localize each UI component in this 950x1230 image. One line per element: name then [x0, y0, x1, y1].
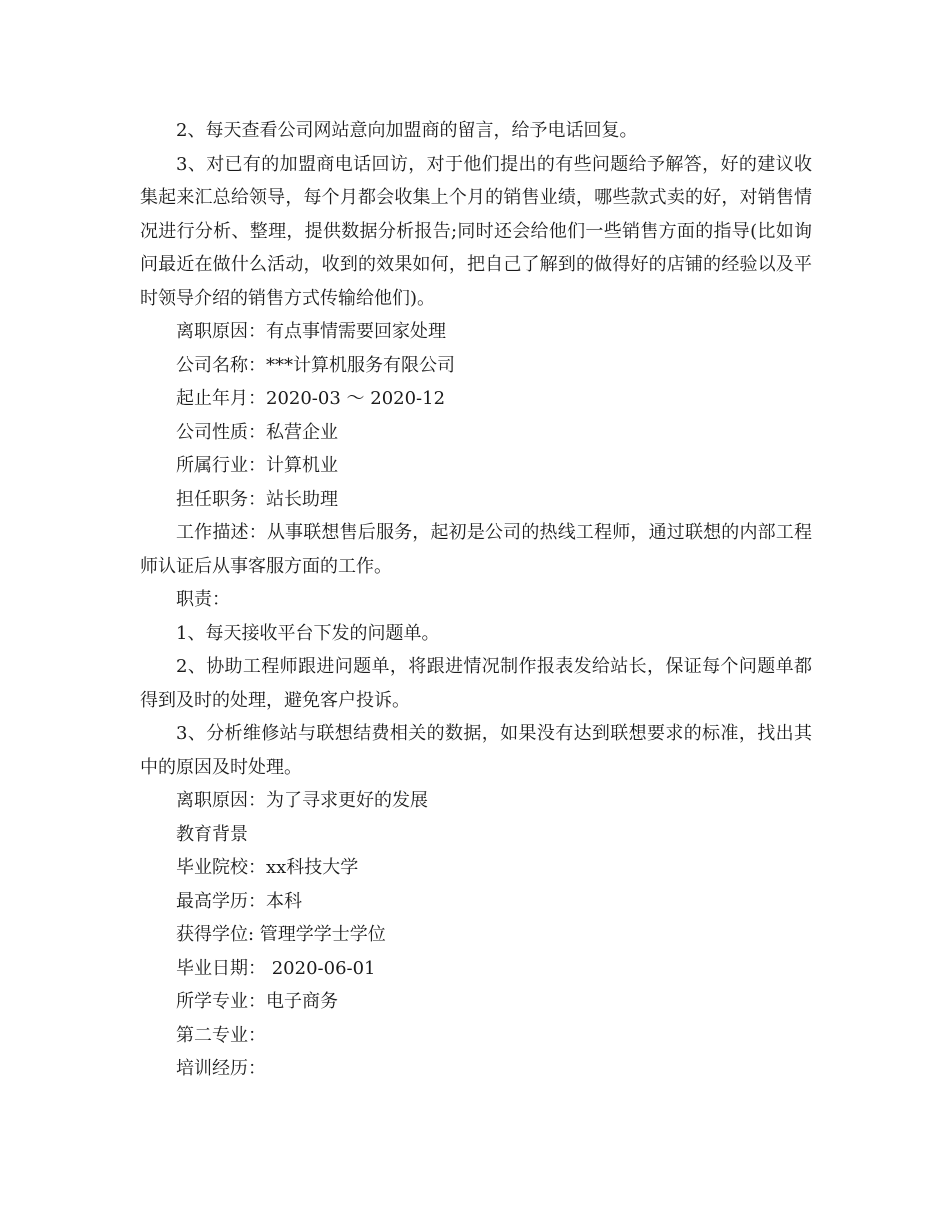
paragraph-second-major: 第二专业： — [176, 1024, 266, 1046]
paragraph-responsibilities-heading: 职责： — [176, 589, 230, 610]
paragraph-company-type: 公司性质：私营企业 — [176, 421, 338, 443]
paragraph-company-name: 公司名称：***计算机服务有限公司 — [176, 354, 455, 376]
paragraph-degree-level: 最高学历：本科 — [176, 890, 302, 912]
paragraph-graduation-date: 毕业日期： 2020-06-01 — [176, 957, 376, 979]
paragraph-position: 担任职务：站长助理 — [176, 488, 338, 510]
paragraph-resp-1: 1、每天接收平台下发的问题单。 — [176, 622, 440, 644]
paragraph-resp-3: 3、分析维修站与联想结费相关的数据，如果没有达到联想要求的标准，找出其中的原因及时处理。 — [140, 723, 812, 778]
paragraph-period: 起止年月：2020-03 ～ 2020-12 — [176, 388, 446, 409]
paragraph-major: 所学专业：电子商务 — [176, 991, 338, 1012]
paragraph-job-description: 工作描述：从事联想售后服务，起初是公司的热线工程师，通过联想的内部工程师认证后从事客服方面的工作。 — [140, 522, 812, 577]
paragraph-duty-3: 3、对已有的加盟商电话回访，对于他们提出的有些问题给予解答，好的建议收集起来汇总给领导，每个月都会收集上个月的销售业绩，哪些款式卖的好，对销售情况进行分析、整理，提供数据分析报告;同时还会给他们一些销售方面的指导(比如询问最近在做什么活动，收到的效果如何，把自己了解到的做得好的店铺的经验以及平时领导介绍的销售方式传输给他们)。 — [140, 153, 812, 309]
paragraph-degree: 获得学位: 管理学学士学位 — [176, 924, 386, 945]
paragraph-leave-reason-1: 离职原因：有点事情需要回家处理 — [176, 321, 446, 342]
paragraph-duty-2: 2、每天查看公司网站意向加盟商的留言，给予电话回复。 — [176, 120, 638, 141]
paragraph-school: 毕业院校：xx科技大学 — [176, 857, 359, 878]
paragraph-education-heading: 教育背景 — [176, 823, 248, 845]
paragraph-leave-reason-2: 离职原因：为了寻求更好的发展 — [176, 790, 428, 811]
document-body — [140, 114, 812, 1086]
paragraph-training: 培训经历： — [176, 1058, 266, 1079]
paragraph-resp-2: 2、协助工程师跟进问题单，将跟进情况制作报表发给站长，保证每个问题单都得到及时的处理，避免客户投诉。 — [140, 656, 812, 711]
paragraph-industry: 所属行业：计算机业 — [176, 455, 338, 476]
